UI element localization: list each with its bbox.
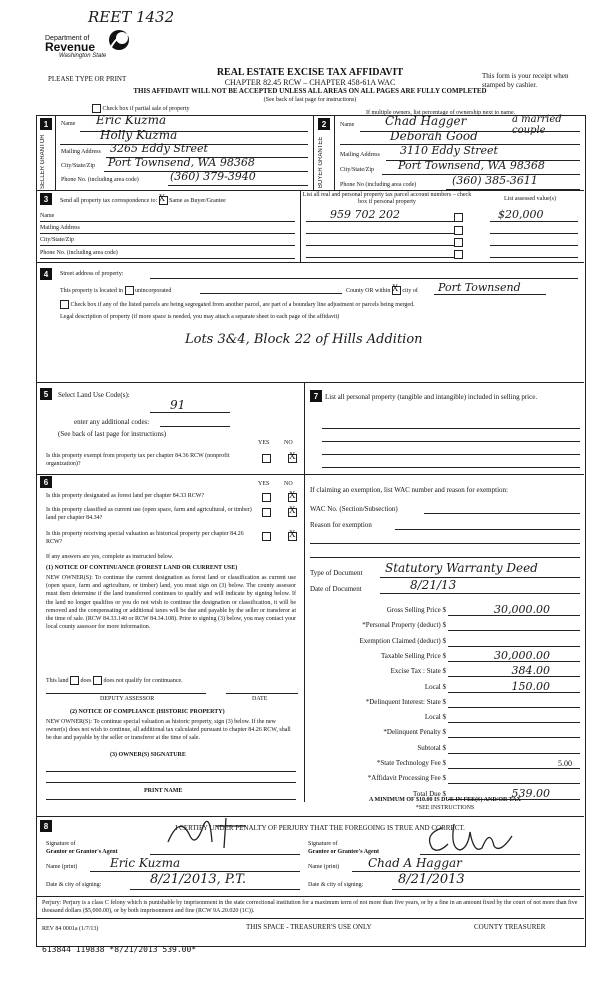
does-not-checkbox[interactable] (93, 676, 102, 685)
fee-row-label: *Personal Property (deduct) $ (362, 621, 446, 629)
revenue-logo-icon (107, 27, 131, 53)
section-4-number: 4 (40, 268, 52, 280)
city-checkbox[interactable]: X (392, 286, 401, 295)
see-instructions-note: *SEE INSTRUCTIONS (415, 805, 475, 811)
please-type: PLEASE TYPE OR PRINT (48, 75, 127, 83)
located-label: This property is located in (60, 287, 123, 294)
personal-property-checkbox-3[interactable] (454, 238, 463, 247)
buyer-phone-label: Phone No (including area code) (340, 182, 417, 188)
historic-yes-checkbox[interactable] (262, 532, 271, 541)
form-title: REAL ESTATE EXCISE TAX AFFIDAVIT (216, 67, 404, 78)
does-not-label: does not qualify for continuance. (103, 677, 183, 684)
partial-sale-label: Check box if partial sale of property (102, 105, 190, 112)
personal-property-checkbox-1[interactable] (454, 213, 463, 222)
owner-signature-label: (3) OWNER(S) SIGNATURE (110, 752, 186, 758)
perjury-statement: Perjury: Perjury is a class C felony which is punishable by imprisonment in the state correctional institution for a maximum term of not more than five years, or by a fine in an amount fixed by the court of not more than five thousand dollars ($5,000.00), or by both imprisonment and fine (RCW 9A.20.020 (1C)). (42, 900, 578, 914)
fee-row-label: *State Technology Fee $ (376, 759, 446, 767)
form-warning: THIS AFFIDAVIT WILL NOT BE ACCEPTED UNLESS ALL AREAS ON ALL PAGES ARE FULLY COMPLETED (133, 87, 487, 95)
fee-row-line (448, 676, 580, 677)
rev-code: REV 84 0001a (1/7/13) (42, 926, 99, 932)
parcel-list-header: List all real and personal property tax parcel account numbers – check box if personal property (302, 192, 472, 205)
fee-row-label: *Affidavit Processing Fee $ (367, 774, 446, 782)
seller-mail: 3265 Eddy Street (110, 142, 208, 155)
corr-phone-label: Phone No. (including area code) (40, 250, 118, 256)
fee-row-value: 539.00 (511, 787, 550, 800)
fee-row-label: *Delinquent Interest: State $ (365, 698, 446, 706)
fee-row-line (448, 753, 580, 754)
buyer-phone: (360) 385-3611 (452, 174, 538, 187)
print-name-label: PRINT NAME (144, 788, 183, 794)
buyer-name-2: Deborah Good (390, 129, 478, 143)
section-5-number: 5 (40, 388, 52, 400)
partial-sale-row (92, 104, 189, 113)
fee-row-line (448, 615, 580, 616)
this-land-label: This land (46, 677, 69, 684)
fee-row-line (448, 722, 580, 723)
assessor-date-label: DATE (252, 696, 268, 702)
send-correspondence-row (60, 193, 226, 205)
legal-description-label: Legal description of property (if more space is needed, you may attach a separate sheet to each page of the affidavit) (60, 314, 340, 320)
see-instructions: (See back of last page for instructions) (263, 97, 357, 103)
form-chapter: CHAPTER 82.45 RCW – CHAPTER 458-61A WAC (224, 78, 396, 87)
unincorporated-checkbox[interactable] (125, 286, 134, 295)
notice1-title: (1) NOTICE OF CONTINUANCE (FOREST LAND OR CURRENT USE) (46, 565, 238, 571)
agency-line2: Revenue (45, 40, 96, 54)
notice2-body: NEW OWNER(S): To continue special valuation as historic property, sign (3) below. If the new owner(s) does not wish to continue, all additional tax calculated pursuant to chapter 84.26 RCW, shall be due and payable by the seller or transferor at the time of sale. (46, 719, 291, 742)
notice2-title: (2) NOTICE OF COMPLIANCE (HISTORIC PROPERTY) (70, 709, 225, 715)
forest-yes-checkbox[interactable] (262, 493, 271, 502)
city-of-label: city of (402, 287, 418, 294)
same-as-buyer-label: Same as Buyer/Grantee (169, 197, 226, 204)
send-label: Send all property tax correspondence to: (60, 197, 158, 204)
buyer-mail: 3110 Eddy Street (400, 144, 498, 157)
cashier-stamp: 613844 119838 *8/21/2013 539.00* (42, 945, 197, 954)
seller-phone: (360) 379-3940 (170, 170, 256, 183)
handwritten-reet-number: REET 1432 (88, 8, 175, 26)
minimum-due-note: A MINIMUM OF $10.00 IS DUE IN FEE(S) AND/OR TAX (369, 797, 521, 803)
unincorporated-label: unincorporated (135, 287, 172, 294)
corr-name-label: Name (40, 213, 55, 219)
doc-type-label: Type of Document (310, 569, 363, 577)
county-row (346, 283, 418, 295)
section-1-number: 1 (40, 118, 52, 130)
street-address-label: Street address of property: (60, 271, 124, 277)
sec6-yes-header: YES (258, 481, 270, 487)
seller-name-1: Eric Kuzma (96, 113, 167, 127)
historic-no-checkbox[interactable]: X (289, 529, 296, 539)
grantee-date-label: Date & city of signing: (308, 882, 364, 888)
fee-row-value: 30,000.00 (494, 649, 550, 662)
fee-row-label: Total Due $ (413, 790, 446, 798)
additional-codes-label: enter any additional codes: (74, 418, 150, 426)
fee-row-line (448, 692, 580, 693)
partial-sale-checkbox[interactable] (92, 104, 101, 113)
fee-row-line (448, 661, 580, 662)
section-7-number: 7 (310, 390, 322, 402)
same-as-buyer-checkbox[interactable]: X (159, 196, 168, 205)
personal-property-label: List all personal property (tangible and intangible) included in selling price. (325, 393, 538, 401)
fee-row-line (448, 768, 580, 769)
personal-property-checkbox-2[interactable] (454, 226, 463, 235)
fee-row-label: Subtotal $ (417, 744, 446, 752)
seller-city-label: City/State/Zip (61, 163, 95, 169)
city-value: Port Townsend (438, 281, 521, 294)
buyer-city: Port Townsend, WA 98368 (398, 159, 545, 172)
section-8-number: 8 (40, 820, 52, 832)
deputy-assessor-label: DEPUTY ASSESSOR (100, 696, 155, 702)
assessed-header: List assessed value(s) (504, 196, 556, 202)
grantor-date-value: 8/21/2013, P.T. (150, 872, 247, 887)
exempt-no-checkbox[interactable]: X (289, 451, 296, 461)
historic-question: Is this property receiving special valuation as historical property per chapter 84.26 RCW? (46, 531, 244, 545)
section-2-number: 2 (318, 118, 330, 130)
multiple-owners-note: If multiple owners, list percentage of ownership next to name. (366, 110, 516, 116)
fee-row-label: Gross Selling Price $ (386, 606, 446, 614)
land-use-value: 91 (170, 398, 186, 412)
parcel-number: 959 702 202 (330, 208, 400, 221)
buyer-name-label: Name (340, 122, 355, 128)
any-yes-note: If any answers are yes, complete as instructed below. (46, 554, 174, 560)
seller-side-label: SELLER GRANTOR (40, 134, 46, 190)
fee-row-label: Exemption Claimed (deduct) $ (359, 637, 446, 645)
fee-row-label: Taxable Selling Price $ (380, 652, 446, 660)
current-use-question: Is this property classified as current use (open space, farm and agricultural, or timber) land per chapter 84.34? (46, 507, 252, 521)
fee-row-line (448, 707, 580, 708)
sec6-no-header: NO (284, 481, 293, 487)
buyer-married-note: a married couple (512, 114, 562, 136)
agency-line3: Washington State (59, 53, 107, 59)
certify-statement: I CERTIFY UNDER PENALTY OF PERJURY THAT THE FOREGOING IS TRUE AND CORRECT. (175, 824, 465, 832)
doc-date-value: 8/21/13 (410, 578, 457, 592)
grantee-name-label: Name (print) (308, 864, 340, 870)
buyer-name-1: Chad Hagger (385, 114, 467, 128)
does-checkbox[interactable] (70, 676, 79, 685)
exemption-label: If claiming an exemption, list WAC number and reason for exemption: (310, 486, 508, 494)
seller-phone-label: Phone No. (including area code) (61, 177, 139, 183)
seller-city: Port Townsend, WA 98368 (108, 156, 255, 169)
sec5-no-header: NO (284, 440, 293, 446)
grantee-sig-label-1: Signature of (308, 841, 338, 847)
grantor-date-label: Date & city of signing: (46, 882, 102, 888)
reason-label: Reason for exemption (310, 521, 372, 529)
section-6-number: 6 (40, 476, 52, 488)
grantee-name-value: Chad A Haggar (368, 856, 462, 870)
fee-row-value: 150.00 (511, 680, 550, 693)
fee-row-value: 5.00 (558, 759, 572, 768)
exempt-question: Is this property exempt from property tax per chapter 84.36 RCW (nonprofit organization)? (46, 453, 230, 467)
legal-description-value: Lots 3&4, Block 22 of Hills Addition (185, 332, 423, 347)
fee-row-value: 384.00 (511, 664, 550, 677)
buyer-side-label: BUYER GRANTEE (318, 136, 324, 188)
buyer-city-label: City/State/Zip (340, 167, 374, 173)
assessed-value: $20,000 (498, 208, 544, 221)
personal-property-checkbox-4[interactable] (454, 250, 463, 259)
doc-date-label: Date of Document (310, 585, 362, 593)
qualify-row (46, 676, 183, 685)
wac-label: WAC No. (Section/Subsection) (310, 505, 398, 513)
treasurer-space-label: THIS SPACE - TREASURER'S USE ONLY (246, 923, 372, 931)
does-label: does (80, 677, 92, 684)
county-treasurer-label: COUNTY TREASURER (474, 923, 546, 931)
grantee-sig-label (308, 840, 379, 856)
notice1-body: NEW OWNER(S): To continue the current designation as forest land or classification as current use (open space, farm and agriculture, or timber) land, you must sign on (3) below. The county assessor must then determine if the land transferred continues to qualify and will indicate by signing below. If the land no longer qualifies or you do not wish to continue the designation or classification, it will be removed and the compensating or additional taxes will be due and payable by the seller or transferor at the time of sale. (RCW 84.33.140 or RCW 84.34.108). Prior to signing (3) below, you may contact your local county assessor for more information. (46, 575, 296, 631)
grantor-name-value: Eric Kuzma (110, 856, 181, 870)
segregated-label: Check box if any of the listed parcels are being segregated from another parcel, are part of a boundary line adjustment or parcels being merged. (70, 301, 415, 308)
current-use-yes-checkbox[interactable] (262, 508, 271, 517)
fee-row-line (448, 783, 580, 784)
current-use-no-checkbox[interactable]: X (289, 505, 296, 515)
exempt-yes-checkbox[interactable] (262, 454, 271, 463)
fee-row-label: Local $ (424, 683, 446, 691)
seller-name-label: Name (61, 121, 76, 127)
see-back-label: (See back of last page for instructions) (58, 430, 167, 438)
county-label: County OR within (346, 287, 391, 294)
segregated-checkbox[interactable] (60, 300, 69, 309)
sec5-yes-header: YES (258, 440, 270, 446)
grantor-sig-label-2: Grantor or Grantor's Agent (46, 849, 118, 855)
grantor-signature (160, 812, 250, 852)
fee-row-line (448, 630, 580, 631)
land-use-label: Select Land Use Code(s): (58, 391, 130, 399)
forest-no-checkbox[interactable]: X (289, 490, 296, 500)
grantee-sig-label-2: Grantee or Grantee's Agent (308, 849, 380, 855)
buyer-mail-label: Mailing Address (340, 152, 380, 158)
fee-row-value: 30,000.00 (494, 603, 550, 616)
seller-mail-label: Mailing Address (61, 149, 101, 155)
doc-type-value: Statutory Warranty Deed (385, 561, 538, 575)
section-3-number: 3 (40, 193, 52, 205)
grantor-name-label: Name (print) (46, 864, 78, 870)
segregated-row (60, 300, 580, 309)
corr-mail-label: Mailing Address (40, 225, 80, 231)
grantor-sig-label (46, 840, 118, 856)
grantee-date-value: 8/21/2013 (398, 872, 465, 887)
grantor-sig-label-1: Signature of (46, 841, 76, 847)
seller-name-2: Holly Kuzma (100, 128, 178, 142)
fee-row-label: Excise Tax : State $ (390, 667, 446, 675)
agency-line1: Department of (45, 35, 90, 42)
corr-city-label: City/State/Zip (40, 237, 74, 243)
forest-question: Is this property designated as forest land per chapter 84.33 RCW? (46, 493, 205, 499)
fee-row-label: Local $ (424, 713, 446, 721)
fee-row-label: *Delinquent Penalty $ (383, 728, 446, 736)
fee-row-line (448, 737, 580, 738)
fee-row-line (448, 646, 580, 647)
located-row (60, 286, 171, 295)
receipt-note: This form is your receipt when stamped by cashier. (482, 72, 569, 89)
grantee-signature (420, 818, 520, 858)
